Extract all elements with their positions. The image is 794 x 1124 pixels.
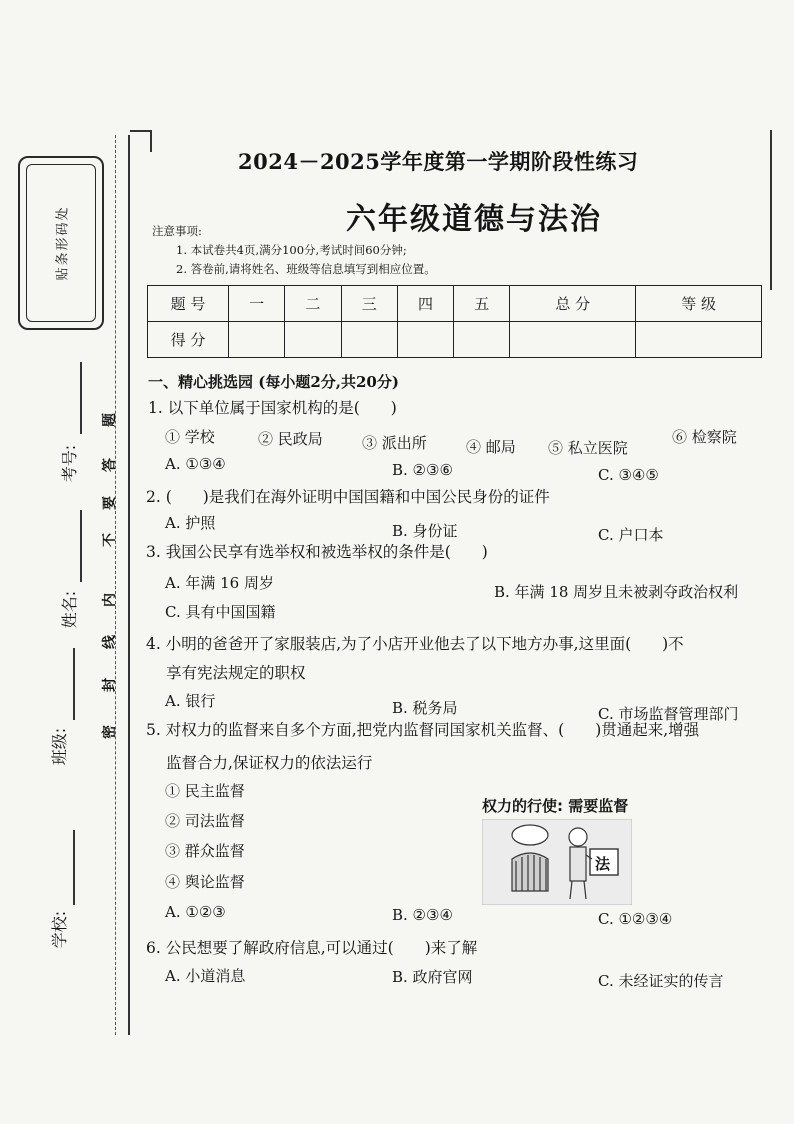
corner-tick	[150, 130, 152, 152]
question-5-option-c: C. ①②③④	[598, 910, 673, 928]
warning-char: 题	[102, 413, 118, 427]
question-1-item: ③ 派出所	[362, 434, 427, 452]
question-5-item: ② 司法监督	[165, 812, 245, 830]
question-5-item: ④ 舆论监督	[165, 873, 245, 891]
exam-no-line	[80, 362, 82, 434]
warning-char: 要	[102, 496, 118, 510]
question-1-item: ④ 邮局	[466, 438, 516, 456]
name-line	[80, 510, 82, 582]
question-1-item: ⑥ 检察院	[672, 428, 737, 446]
question-6-stem: 6. 公民想要了解政府信息,可以通过( )来了解	[146, 939, 478, 957]
score-table-column: 二	[285, 286, 341, 322]
right-border-line	[770, 130, 772, 290]
question-1-item: ⑤ 私立医院	[548, 439, 628, 457]
question-3-stem: 3. 我国公民享有选举权和被选举权的条件是( )	[146, 543, 488, 561]
question-6-option-b: B. 政府官网	[392, 968, 473, 986]
notice-heading: 注意事项:	[152, 224, 202, 238]
score-table-column: 四	[397, 286, 453, 322]
seal-line	[128, 135, 130, 1035]
question-4-stem-line2: 享有宪法规定的职权	[166, 664, 306, 682]
question-1-item: ① 学校	[165, 428, 215, 446]
question-4-option-a: A. 银行	[165, 692, 216, 710]
class-line	[73, 648, 75, 720]
notice-item: 1. 本试卷共4页,满分100分,考试时间60分钟;	[176, 243, 407, 257]
score-cell[interactable]	[397, 322, 453, 358]
question-6-option-c: C. 未经证实的传言	[598, 972, 724, 990]
school-label: 学校:	[50, 910, 70, 949]
question-3-option-c: C. 具有中国国籍	[165, 603, 276, 621]
question-5-item: ③ 群众监督	[165, 842, 245, 860]
score-cell[interactable]	[229, 322, 285, 358]
score-cell[interactable]	[341, 322, 397, 358]
score-cell[interactable]	[285, 322, 341, 358]
score-table-column: 五	[454, 286, 510, 322]
question-1-item: ② 民政局	[258, 430, 323, 448]
question-4-stem-line1: 4. 小明的爸爸开了家服装店,为了小店开业他去了以下地方办事,这里面( )不	[146, 635, 684, 653]
exam-title: 2024－2025学年度第一学期阶段性练习	[238, 149, 639, 174]
seal-line-dashed	[115, 135, 116, 1035]
exam-subtitle: 六年级道德与法治	[346, 202, 602, 237]
score-cell[interactable]	[454, 322, 510, 358]
notice-item: 2. 答卷前,请将姓名、班级等信息填写到相应位置。	[176, 262, 436, 276]
score-table-header-row	[148, 286, 762, 322]
corner-tick	[130, 130, 152, 132]
warning-char: 封	[102, 678, 118, 692]
score-table-column: 总 分	[510, 286, 636, 322]
score-table-column: 三	[341, 286, 397, 322]
warning-char: 答	[102, 458, 118, 472]
question-2-stem: 2. ( )是我们在海外证明中国国籍和中国公民身份的证件	[146, 488, 550, 506]
name-label: 姓名:	[60, 590, 80, 629]
question-6-option-a: A. 小道消息	[165, 967, 246, 985]
question-3-option-a: A. 年满 16 周岁	[165, 574, 274, 592]
question-1-option-c: C. ③④⑤	[598, 466, 659, 484]
question-1-option-a: A. ①③④	[165, 455, 226, 473]
question-3-option-b: B. 年满 18 周岁且未被剥夺政治权利	[494, 583, 739, 601]
section-title: 一、精心挑选园 (每小题2分,共20分)	[148, 373, 399, 391]
warning-char: 线	[102, 635, 118, 649]
score-cell[interactable]	[510, 322, 636, 358]
question-2-option-a: A. 护照	[165, 514, 216, 532]
cartoon-title: 权力的行使: 需要监督	[482, 797, 629, 815]
score-cell[interactable]	[636, 322, 762, 358]
question-4-option-c: C. 市场监督管理部门	[598, 705, 739, 723]
barcode-label: 贴条形码处	[55, 205, 71, 281]
question-5-stem-line1: 5. 对权力的监督来自多个方面,把党内监督同国家机关监督、( )贯通起来,增强	[146, 721, 700, 739]
score-table-column: 一	[229, 286, 285, 322]
cartoon-sign: 法	[595, 855, 611, 873]
question-1-stem: 1. 以下单位属于国家机构的是( )	[148, 399, 397, 417]
question-5-option-a: A. ①②③	[165, 903, 226, 921]
notice	[152, 222, 436, 279]
question-4-option-b: B. 税务局	[392, 699, 458, 717]
score-table-score-row	[148, 322, 762, 358]
question-2-option-c: C. 户口本	[598, 526, 664, 544]
warning-char: 内	[102, 593, 118, 607]
question-5-option-b: B. ②③④	[392, 906, 453, 924]
score-table-header: 题 号	[148, 286, 229, 322]
barcode-box	[18, 156, 104, 330]
question-5-stem-line2: 监督合力,保证权力的依法运行	[166, 754, 373, 772]
warning-char: 不	[102, 533, 118, 547]
question-1-option-b: B. ②③⑥	[392, 461, 453, 479]
question-5-item: ① 民主监督	[165, 782, 245, 800]
score-table-column: 等 级	[636, 286, 762, 322]
supervision-cartoon	[482, 795, 632, 905]
warning-char: 密	[102, 725, 118, 739]
score-table-header: 得 分	[148, 322, 229, 358]
barcode-inner-border	[26, 164, 96, 322]
school-line	[73, 830, 75, 905]
question-2-option-b: B. 身份证	[392, 522, 458, 540]
score-table	[147, 285, 762, 358]
exam-no-label: 考号:	[60, 444, 80, 483]
class-label: 班级:	[50, 727, 70, 766]
